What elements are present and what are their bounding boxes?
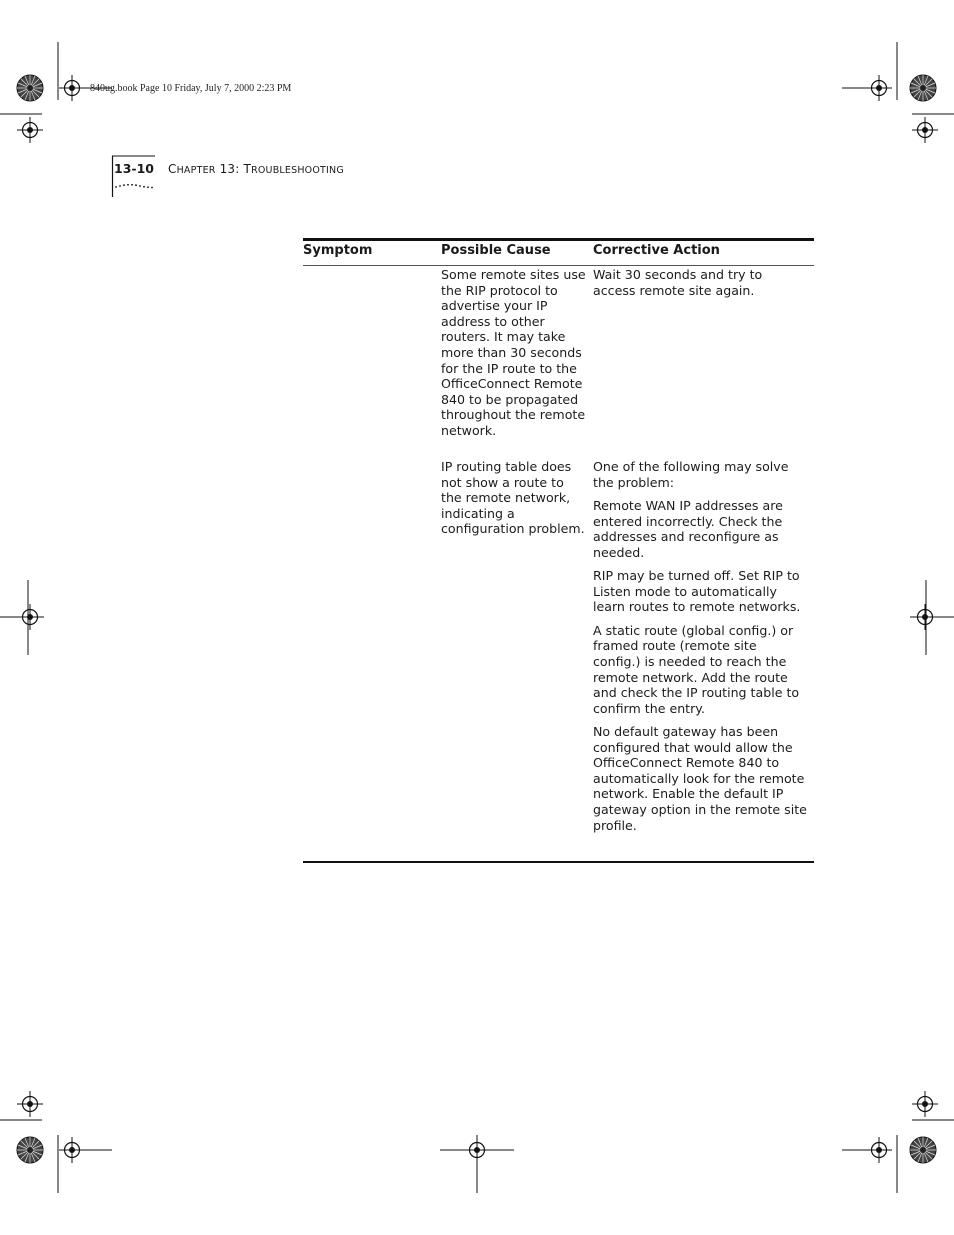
action-paragraph: A static route (global config.) or framed route (remote site config.) is needed to reach the remote network. Add the route and check the IP routing table to confirm the entry. xyxy=(593,622,800,716)
chapter-title-initial: T xyxy=(243,162,252,176)
column-header-symptom: Symptom xyxy=(303,243,373,258)
column-header-corrective-action: Corrective Action xyxy=(593,243,720,258)
possible-cause-cell: Some remote sites use the RIP protocol to advertise your IP address to other routers. It may take more than 30 seconds for the IP route to the OfficeConnect Remote 840 to be propagated throughout the remote network. xyxy=(441,267,586,438)
print-info-slug: 840ug.book Page 10 Friday, July 7, 2000 2:23 PM xyxy=(90,83,292,94)
action-paragraph: Wait 30 seconds and try to access remote site again. xyxy=(593,267,763,298)
table-top-rule xyxy=(303,238,814,241)
chapter-title-rest: ROUBLESHOOTING xyxy=(251,165,344,176)
action-paragraph: One of the following may solve the problem: xyxy=(593,459,789,490)
corrective-action-cell xyxy=(593,267,808,306)
action-paragraph: RIP may be turned off. Set RIP to Listen mode to automatically learn routes to remote networks. xyxy=(593,568,801,615)
chapter-heading xyxy=(168,162,344,176)
corrective-action-cell xyxy=(593,459,808,841)
chapter-number: 13: xyxy=(215,162,244,176)
column-header-possible-cause: Possible Cause xyxy=(441,243,551,258)
page-number: 13-10 xyxy=(114,161,154,176)
header-divider-rule xyxy=(303,265,814,266)
action-paragraph: Remote WAN IP addresses are entered incorrectly. Check the addresses and reconfigure as needed. xyxy=(593,497,783,560)
chapter-prefix-rest: HAPTER xyxy=(176,165,216,176)
possible-cause-cell: IP routing table does not show a route to the remote network, indicating a configuration problem. xyxy=(441,459,585,537)
table-bottom-rule xyxy=(303,861,814,863)
action-paragraph: No default gateway has been configured that would allow the OfficeConnect Remote 840 to automatically look for the remote network. Enable the default IP gateway option in the remote site profile. xyxy=(593,724,807,833)
chapter-prefix-initial: C xyxy=(168,162,177,176)
